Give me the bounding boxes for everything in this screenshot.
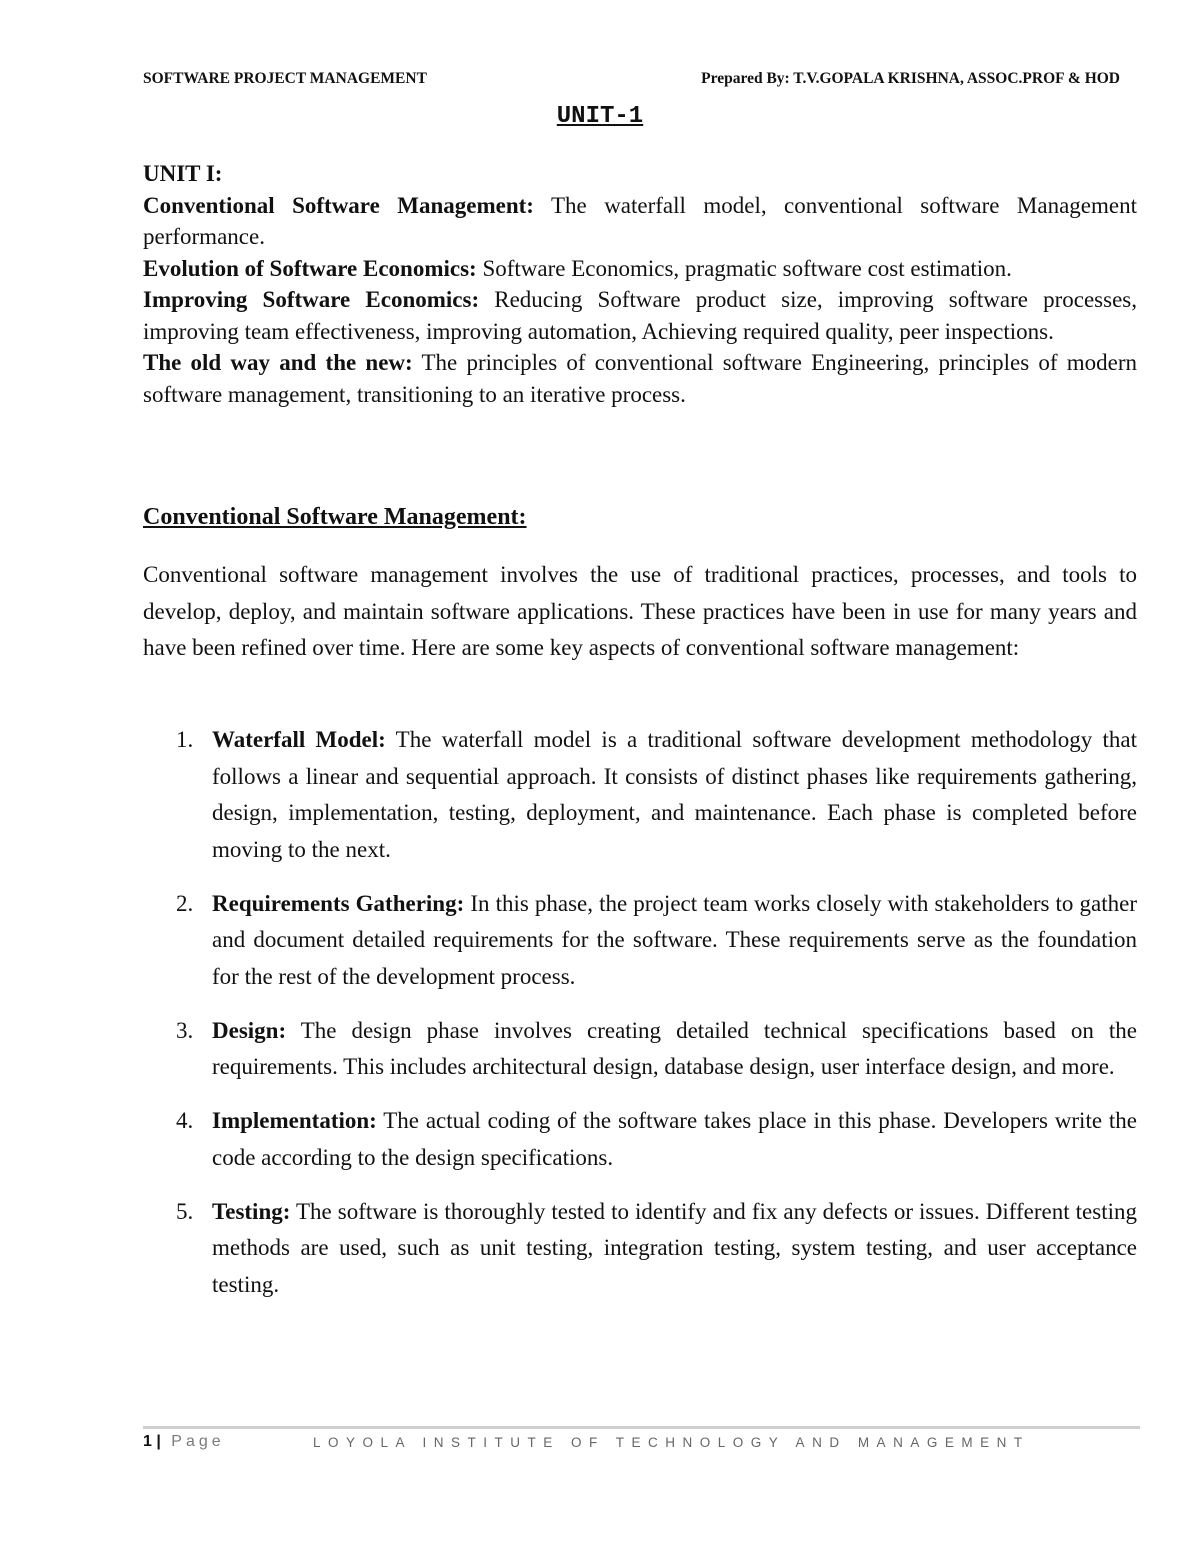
- list-item-number: 4.: [176, 1108, 194, 1133]
- page-separator: |: [156, 1433, 161, 1450]
- syllabus-item-text: Reducing Software product size, improving software processes, improving team effectiveness, improving automation, Achieving required quality, peer inspections.: [143, 287, 1137, 344]
- list-item-number: 1.: [176, 727, 194, 752]
- list-item-text: The waterfall model is a traditional software development methodology that follows a linear and sequential approach. It consists of distinct phases like requirements gathering, design, implementation, testing, deployment, and maintenance. Each phase is completed before moving to the next.: [212, 727, 1137, 862]
- list-item-text: The design phase involves creating detailed technical specifications based on the requirements. This includes architectural design, database design, user interface design, and more.: [212, 1017, 1137, 1079]
- syllabus-item-text: The principles of conventional software Engineering, principles of modern software management, transitioning to an iterative process.: [143, 350, 1137, 407]
- list-item: [143, 886, 1137, 996]
- list-item: [143, 1013, 1137, 1086]
- list-item: [143, 1194, 1137, 1304]
- unit-title: [0, 103, 1200, 130]
- syllabus-item: [143, 190, 1137, 253]
- page-header: [143, 70, 1120, 94]
- syllabus-block: [143, 158, 1137, 410]
- list-item-number: 2.: [176, 890, 194, 916]
- list-item: [143, 1103, 1137, 1176]
- list-item: [143, 722, 1137, 868]
- syllabus-item-label: Conventional Software Management:: [143, 192, 534, 218]
- list-item-label: Waterfall Model:: [212, 727, 386, 752]
- list-item-text: In this phase, the project team works closely with stakeholders to gather and document detailed requirements for the software. These requirements serve as the foundation for the rest of the development process.: [212, 890, 1137, 989]
- unit-title-text: UNIT-1: [556, 103, 644, 130]
- list-item-number: 3.: [176, 1017, 194, 1043]
- list-item-text: The software is thoroughly tested to identify and fix any defects or issues. Different testing methods are used, such as unit testing, integration testing, system testing, and user acceptance testing.: [212, 1198, 1137, 1297]
- syllabus-item: [143, 253, 1137, 285]
- syllabus-item-text: The waterfall model, conventional software Management performance.: [143, 192, 1138, 249]
- page-footer: [143, 1433, 1140, 1459]
- footer-institute: LOYOLA INSTITUTE OF TECHNOLOGY AND MANAGEMENT: [313, 1435, 1030, 1450]
- syllabus-item-label: The old way and the new:: [143, 350, 413, 375]
- page-number: 1: [143, 1433, 152, 1450]
- section-intro: Conventional software management involves the use of traditional practices, processes, and tools to develop, deploy, and maintain software applications. These practices have been in use for many years and have been refined over time. Here are some key aspects of conventional software management:: [143, 562, 1137, 660]
- list-item-label: Implementation:: [212, 1108, 377, 1133]
- aspects-list: [143, 722, 1137, 1321]
- syllabus-item-text: Software Economics, pragmatic software cost estimation.: [476, 255, 1012, 281]
- list-item-number: 5.: [176, 1198, 194, 1224]
- syllabus-item: [143, 347, 1137, 410]
- page-word: Page: [171, 1433, 225, 1450]
- header-course-title: SOFTWARE PROJECT MANAGEMENT: [143, 70, 427, 87]
- list-item-label: Requirements Gathering:: [212, 890, 465, 916]
- header-prepared-by: Prepared By: T.V.GOPALA KRISHNA, ASSOC.PROF & HOD: [701, 70, 1120, 87]
- footer-divider: [143, 1426, 1140, 1429]
- syllabus-item-label: Evolution of Software Economics:: [143, 255, 477, 281]
- section-heading: Conventional Software Management:: [143, 504, 527, 530]
- list-item-label: Design:: [212, 1017, 287, 1043]
- list-item-text: The actual coding of the software takes place in this phase. Developers write the code according to the design specifications.: [212, 1108, 1137, 1170]
- syllabus-item: [143, 284, 1137, 347]
- syllabus-unit-heading: UNIT I:: [143, 161, 223, 186]
- list-item-label: Testing:: [212, 1198, 291, 1224]
- syllabus-item-label: Improving Software Economics:: [143, 287, 480, 312]
